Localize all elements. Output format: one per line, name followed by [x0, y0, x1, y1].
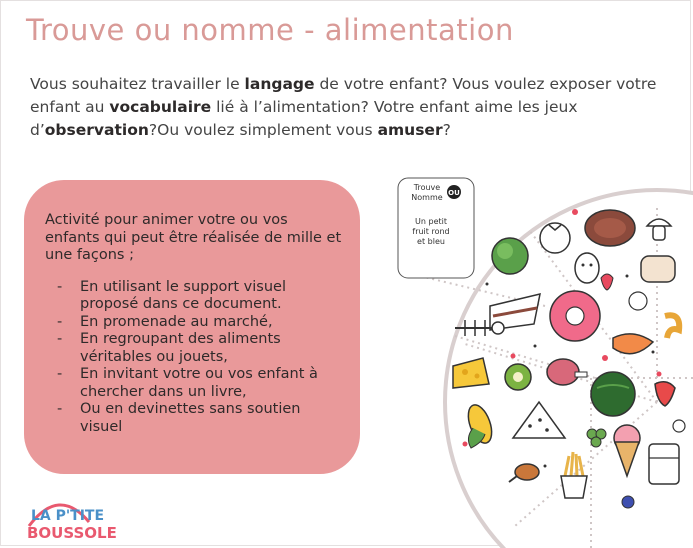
donut-icon — [550, 291, 600, 341]
page-title: Trouve ou nomme - alimentation — [26, 13, 514, 47]
activity-item-text: Ou en devinettes sans soutien visuel — [80, 401, 301, 435]
logo-line-1: LA P'TITE — [31, 508, 105, 524]
intro-text-5: ? — [442, 121, 451, 139]
garlic-icon — [629, 292, 647, 310]
activity-item-text: En invitant votre ou vos enfant à chercher dans un livre, — [80, 366, 318, 400]
lettuce-icon — [492, 238, 528, 274]
intro-keyword-langage: langage — [244, 75, 315, 93]
clue-card-nomme: Nomme — [411, 193, 443, 202]
logo-line-2: BOUSSOLE — [27, 524, 117, 542]
intro-text-2: de votre enfant? Vous voulez exposer votre enfant au — [30, 75, 657, 116]
fridge-icon — [649, 444, 679, 484]
watermelon-icon — [591, 372, 635, 416]
intro-keyword-vocabulaire: vocabulaire — [109, 98, 212, 116]
food-wheel-illustration — [395, 176, 693, 548]
activity-list-item — [45, 314, 345, 332]
activity-item-text: En regroupant des aliments véritables ou jouets, — [80, 331, 281, 365]
activity-description: Activité pour animer votre ou vos enfants qui peut être réalisée de mille et une façons ; — [45, 212, 342, 263]
intro-keyword-observation: observation — [44, 121, 149, 139]
intro-text-4: ?Ou voulez simplement vous — [148, 121, 378, 139]
activity-card-content — [45, 212, 345, 436]
activity-item-text: En promenade au marché, — [80, 313, 273, 330]
steak-icon — [585, 210, 635, 246]
activity-list — [45, 279, 345, 437]
clue-line-2: fruit rond — [412, 227, 450, 236]
candy-icon — [673, 420, 685, 432]
potato-icon — [575, 253, 599, 283]
activity-list-item — [45, 366, 345, 401]
kiwi-icon — [505, 364, 531, 390]
ou-badge-label: OU — [448, 189, 460, 197]
la-ptite-boussole-logo — [23, 500, 133, 542]
activity-list-item — [45, 279, 345, 314]
intro-paragraph — [30, 73, 680, 142]
clue-line-3: et bleu — [417, 237, 445, 246]
intro-text-1: Vous souhaitez travailler le — [30, 75, 245, 93]
intro-keyword-amuser: amuser — [377, 121, 443, 139]
bullet-dash: - — [57, 366, 63, 382]
activity-list-item — [45, 401, 345, 436]
bullet-dash: - — [57, 313, 63, 330]
clue-line-1: Un petit — [415, 217, 447, 226]
bread-icon — [641, 256, 675, 282]
bullet-dash: - — [57, 401, 63, 417]
intro-text-3: lié à l’alimentation? Votre enfant aime les jeux d’ — [30, 98, 578, 139]
activity-card — [24, 180, 360, 474]
clue-card-trouve: Trouve — [413, 183, 441, 192]
bullet-dash: - — [57, 331, 63, 347]
activity-item-text: En utilisant le support visuel proposé dans ce document. — [80, 278, 286, 312]
bullet-dash: - — [57, 278, 63, 295]
tomato-icon — [540, 223, 570, 253]
activity-list-item — [45, 331, 345, 366]
blueberry-icon — [622, 496, 634, 508]
